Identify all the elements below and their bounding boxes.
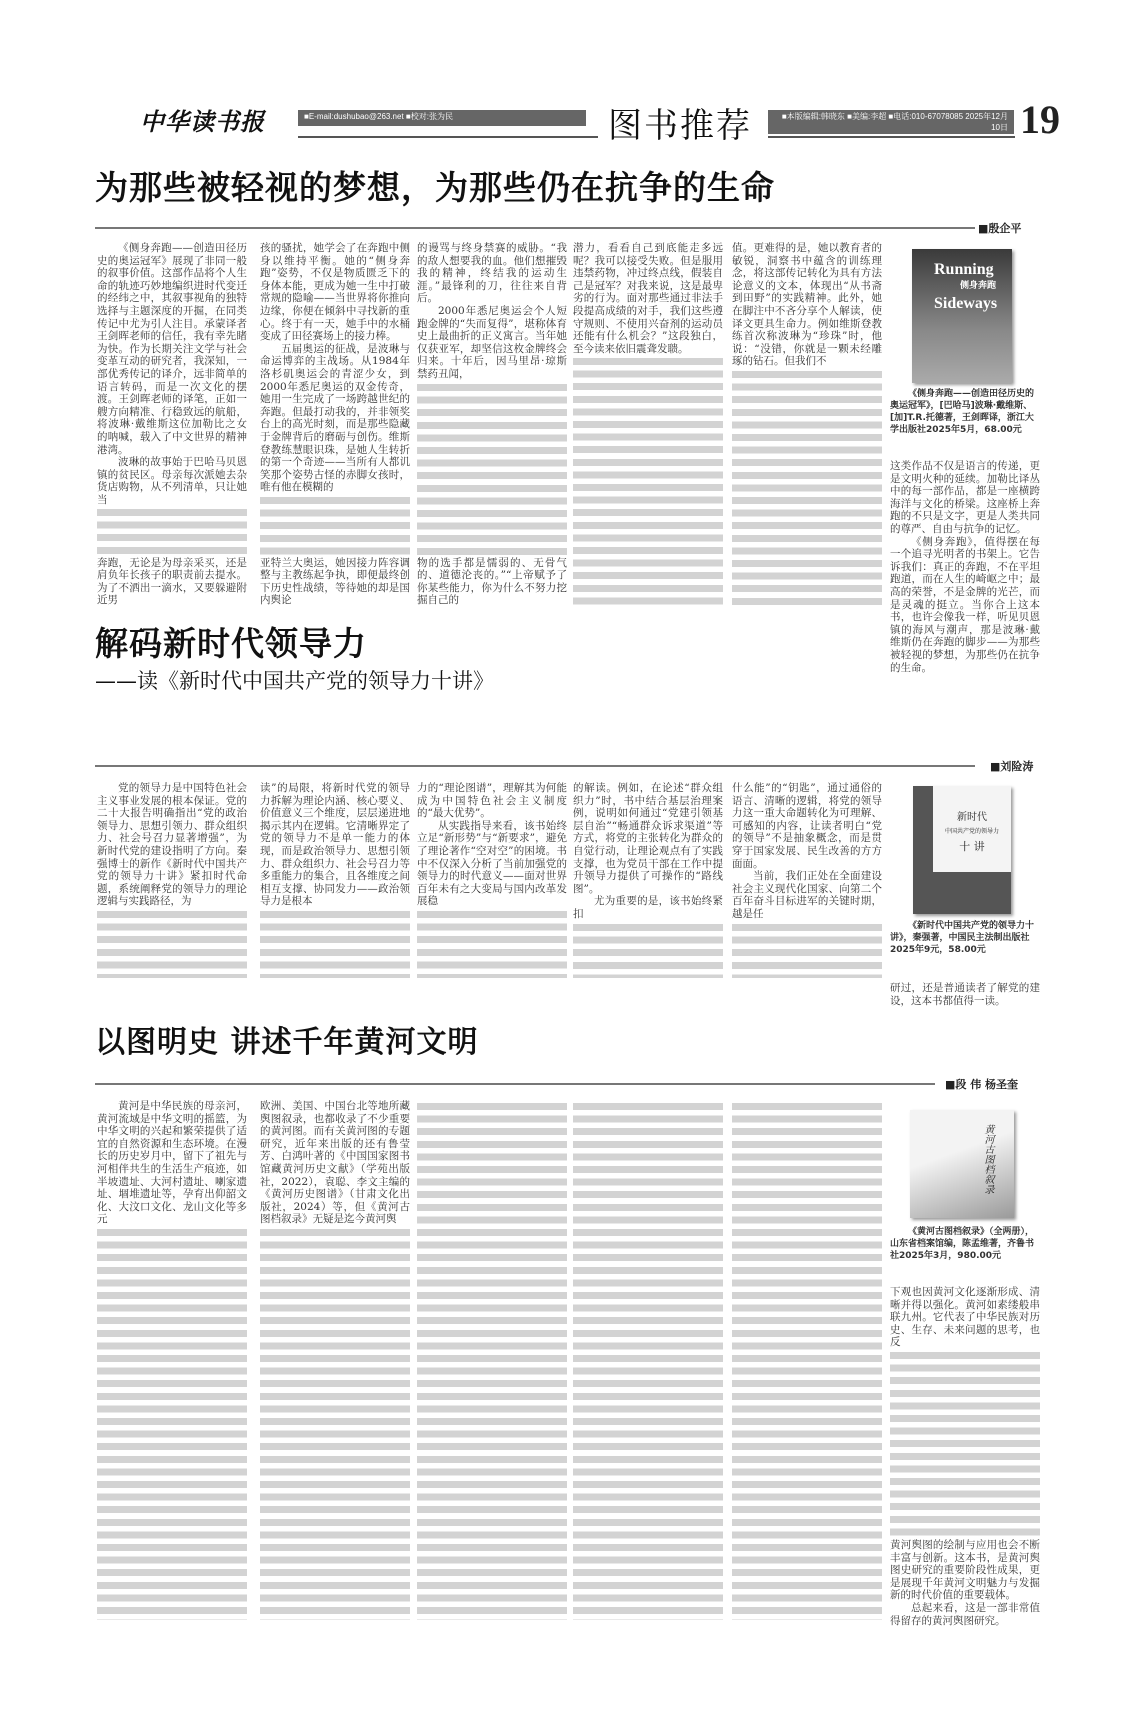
section-title: 图书推荐	[608, 106, 752, 146]
divider	[768, 136, 1015, 138]
article-2-column-4: 的解读。例如，在论述“群众组织力”时，书中结合基层治理案例，说明如何通过“党建引领基层自治”“畅通群众诉求渠道”等方式，将党的主张转化为群众的自觉行动，让理论观点有了实践支撑，也为党员干部在工作中提升领导力提供了可操作的“路线图”。 尤为重要的是，该书始终紧扣	[573, 782, 723, 978]
article-3-title: 以图明史 讲述千年黄河文明	[95, 1025, 479, 1060]
text-filler	[260, 1226, 410, 1620]
article-3-column-5	[732, 1100, 882, 1620]
contact-bar-left: ■E-mail:dushubao@263.net ■校对:张为民	[298, 110, 586, 126]
article-1-column-3: 的谩骂与终身禁赛的威胁。“我的敌人想要我的血。他们想摧毁我的精神，终结我的运动生涯。”最锋利的刀，往往来自背后。 2000年悉尼奥运会个人短跑金牌的“失而复得”，堪称体育史上最曲折的正义寓言。当年她仅获亚军，却坚信这枚金牌终会归来。十年后，因马里昂·琼斯禁药丑闻， 物的选手都是懦弱的、无骨气的、道德沦丧的。”“上帝赋予了你某些能力，你为什么不努力挖掘自己的	[417, 242, 567, 607]
article-2-column-3: 力的“理论图谱”，理解其为何能成为中国特色社会主义制度的“最大优势”。 从实践指导来看，该书始终立足“新形势”与“新要求”，避免了理论著作“空对空”的困境。书中不仅深入分析了当前加强党的领导力的时代意义——面对世界百年未有之大变局与国内改革发展稳	[417, 782, 567, 978]
article-3-byline: ■段 伟 杨圣奎	[945, 1078, 1019, 1091]
divider	[95, 765, 975, 767]
text-filler	[260, 908, 410, 978]
text-filler	[97, 908, 247, 978]
divider	[95, 227, 975, 229]
text-filler	[417, 908, 567, 978]
text-filler	[732, 921, 882, 978]
text-filler	[573, 355, 723, 607]
article-1-column-6: 这类作品不仅是语言的传递，更是文明火种的延续。加勒比译丛中的每一部作品，都是一座横跨海洋与文化的桥梁。这座桥上奔跑的不只是文字，更是人类共同的尊严、自由与抗争的记忆。 《侧身奔跑》，值得摆在每一个追寻光明者的书架上。它告诉我们：真正的奔跑，不在平坦跑道，而在人生的崎岖之中；最高的荣誉，不是金牌的光芒，而是灵魂的挺立。当你合上这本书，也许会像我一样，听见贝恩镇的海风与潮声，那是波琳·戴维斯仍在奔跑的脚步——为那些被轻视的梦想，为那些仍在抗争的生命。	[890, 460, 1040, 674]
text-filler	[97, 506, 247, 556]
article-1-byline: ■殷企平	[978, 222, 1022, 235]
article-3-column-2: 欧洲、美国、中国台北等地所藏舆图叙录，也都收录了不少重要的黄河图。而有关黄河图的专题研究，近年来出版的还有鲁莹芳、白鸿叶著的《中国国家图书馆藏黄河历史文献》（学苑出版社，2022），袁聪、李文主编的《黄河历史图谱》（甘肃文化出版社，2024）等，但《黄河古图档叙录》无疑是迄今黄河舆	[260, 1100, 410, 1620]
book-cover-running-sideways: Running 侧身奔跑 Sideways	[912, 249, 1012, 383]
article-1-title: 为那些被轻视的梦想，为那些仍在抗争的生命	[95, 168, 775, 207]
article-2-subtitle: ——读《新时代中国共产党的领导力十讲》	[95, 669, 494, 693]
book-caption: 《新时代中国共产党的领导力十讲》，秦强著，中国民主法制出版社2025年9元，58.00元	[890, 921, 1035, 955]
article-2-title: 解码新时代领导力	[95, 624, 367, 663]
book-cover-yellow-river: 黄河古图档叙录	[910, 1110, 1014, 1218]
article-1-column-4: 潜力，看看自己到底能走多远呢？我可以接受失败。但是服用违禁药物，冲过终点线，假装自己是冠军？对我来说，这是最卑劣的行为。面对那些通过非法手段提高成绩的对手，我们这些遵守规则、不使用兴奋剂的运动员还能有什么机会？”这段独白，至今读来依旧震聋发聩。	[573, 242, 723, 607]
book-caption: 《侧身奔跑——创造田径历史的奥运冠军》，[巴哈马]波琳·戴维斯、[加]T.R.托德著，王剑晖译，浙江大学出版社2025年5月，68.00元	[890, 389, 1035, 435]
article-3-column-3	[417, 1100, 567, 1620]
text-filler	[573, 1100, 723, 1620]
article-2-column-6: 研过，还是普通读者了解党的建设，这本书都值得一读。	[890, 982, 1040, 1007]
text-filler	[417, 1100, 567, 1620]
contact-bar-right: ■本版编辑:韩晓东 ■美编:李超 ■电话:010-67078085 2025年12月10日	[768, 110, 1014, 134]
article-2-column-1: 党的领导力是中国特色社会主义事业发展的根本保证。党的二十大报告明确指出“党的政治领导力、思想引领力、群众组织力、社会号召力显著增强”，为新时代党的建设指明了方向。秦强博士的新作《新时代中国共产党的领导力十讲》紧扣时代命题，系统阐释党的领导力的理论逻辑与实践路径，为	[97, 782, 247, 978]
article-2-column-2: 读”的局限，将新时代党的领导力拆解为理论内涵、核心要义、价值意义三个维度，层层递进地揭示其内在逻辑。它清晰界定了党的领导力不是单一能力的体现，而是政治领导力、思想引领力、群众组织力、社会号召力等多重能力的集合，且各维度之间相互支撑、协同发力——政治领导力是根本	[260, 782, 410, 978]
divider	[95, 1083, 935, 1085]
book-caption: 《黄河古图档叙录》（全两册），山东省档案馆编，陈孟维著，齐鲁书社2025年3月，980.00元	[890, 1227, 1035, 1261]
text-filler	[732, 368, 882, 607]
newspaper-logo: 中华读书报	[140, 107, 265, 136]
text-filler	[732, 1100, 882, 1620]
page-number: 19	[1020, 97, 1060, 142]
text-filler	[417, 381, 567, 557]
book-cover-leadership: 新时代 中国共产党的领导力 十 讲	[913, 786, 1011, 914]
article-3-column-4	[573, 1100, 723, 1620]
article-2-byline: ■刘险涛	[990, 760, 1034, 773]
text-filler	[573, 921, 723, 978]
article-1-column-5: 值。更难得的是，她以教育者的敏锐，洞察书中蕴含的训练理念，将这部传记转化为具有方法论意义的文本，体现出“从书斋到田野”的实践精神。此外，她在脚注中不吝分享个人解读，使译文更具生命力。例如维斯登教练首次称波琳为“珍珠”时，他说：“没错，你就是一颗未经雕琢的钻石。但我们不	[732, 242, 882, 607]
article-1-column-1: 《侧身奔跑——创造田径历史的奥运冠军》展现了非同一般的叙事价值。这部作品将个人生命的轨迹巧妙地编织进时代变迁的经纬之中，其叙事视角的独特选择与主题深度的开掘，在同类传记中尤为引人注目。承蒙译者王剑晖老师的信任，我有幸先睹为快。作为长期关注文学与社会变革互动的研究者，我深知，一部优秀传记的译介，远非简单的语言转码，而是一次文化的摆渡。王剑晖老师的译笔，正如一艘方向精准、行稳致远的航船，将波琳·戴维斯这位加勒比之女的呐喊，载入了中文世界的精神港湾。 波琳的故事始于巴哈马贝恩镇的贫民区。母亲每次派她去杂货店购物，从不列清单，只让她当 奔跑，无论是为母亲采买，还是肩负年长孩子的职责前去提水。为了不洒出一滴水，又要躲避附近男	[97, 242, 247, 607]
article-3-column-6: 下观也因黄河文化逐渐形成、清晰并得以强化。黄河如素缕般串联九州。它代表了中华民族对历史、生存、未来问题的思考，也反 黄河舆图的绘制与应用也会不断丰富与创新。这本书，是黄河舆图史研究的重要阶段性成果，更是展现千年黄河文明魅力与发掘新的时代价值的重要载体。 总起来看，这是一部非常值得留存的黄河舆图研究。	[890, 1286, 1040, 1627]
text-filler	[97, 1226, 247, 1620]
article-1-column-2: 孩的骚扰，她学会了在奔跑中侧身以维持平衡。她的“侧身奔跑”姿势，不仅是物质匮乏下的身体本能，更成为她一生中打破常规的隐喻——当世界将你推向边缘，你便在倾斜中寻找新的重心。终于有一天，她手中的水桶变成了田径赛场上的接力棒。 五届奥运的征战，是波琳与命运博弈的主战场。从1984年洛杉矶奥运会的青涩少女，到2000年悉尼奥运的双金传奇，她用一生完成了一场跨越世纪的奔跑。但最打动我的，并非领奖台上的高光时刻，而是那些隐藏于金牌背后的磨砺与创伤。维斯登教练慧眼识珠，是她人生转折的第一个奇迹——当所有人都讥笑那个姿势古怪的赤脚女孩时，唯有他在模糊的 亚特兰大奥运，她因接力阵容调整与主教练起争执，即便最终创下历史性战绩，等待她的却是国内舆论	[260, 242, 410, 607]
masthead	[140, 96, 1060, 148]
divider	[298, 136, 598, 138]
text-filler	[890, 1349, 1040, 1539]
article-2-column-5: 什么能”的“钥匙”，通过通俗的语言、清晰的逻辑，将党的领导力这一重大命题转化为可理解、可感知的内容，让读者明白“党的领导”不是抽象概念，而是贯穿于国家发展、民生改善的方方面面。 当前，我们正处在全面建设社会主义现代化国家、向第二个百年奋斗目标进军的关键时期，越是任	[732, 782, 882, 978]
article-3-column-1: 黄河是中华民族的母亲河，黄河流域是中华文明的摇篮，为中华文明的兴起和繁荣提供了适宜的自然资源和生态环境。在漫长的历史岁月中，留下了祖先与河相伴共生的生活生产痕迹，如半坡遗址、大河村遗址、喇家遗址、堌堆遗址等，孕育出仰韶文化、大汶口文化、龙山文化等多元	[97, 1100, 247, 1620]
text-filler	[260, 494, 410, 557]
